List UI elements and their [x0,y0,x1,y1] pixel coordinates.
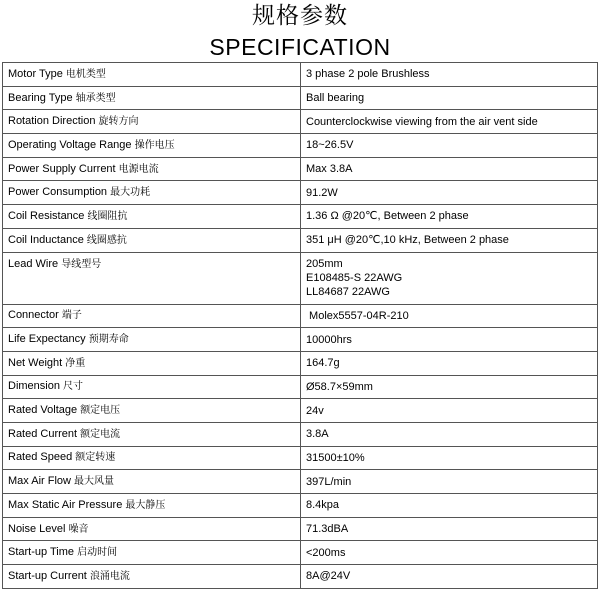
label-chinese: 线圈阻抗 [87,210,128,222]
table-row [3,134,598,158]
label-chinese: 额定转速 [75,452,116,464]
row-value: 164.7g [301,351,598,375]
row-value: 18~26.5V [301,134,598,158]
label-english: Max Air Flow [8,475,71,488]
table-row [3,328,598,352]
row-label [3,351,301,375]
label-chinese: 噪音 [68,523,89,535]
label-chinese: 导线型号 [61,258,102,270]
table-row [3,86,598,110]
label-chinese: 电源电流 [118,163,159,175]
label-chinese: 净重 [65,357,86,369]
row-label [3,110,301,134]
row-label [3,565,301,589]
row-value: 1.36 Ω @20℃, Between 2 phase [301,205,598,229]
table-row [3,399,598,423]
table-row [3,205,598,229]
row-value: 31500±10% [301,446,598,470]
row-label [3,134,301,158]
row-label [3,446,301,470]
table-row [3,375,598,399]
label-chinese: 尺寸 [63,381,84,393]
page-title-chinese: 规格参数 [252,3,348,29]
table-row [3,63,598,87]
value-line: E108485-S 22AWG [306,271,403,284]
label-english: Dimension [8,380,60,393]
label-english: Bearing Type [8,91,73,104]
label-english: Operating Voltage Range [8,138,132,151]
label-chinese: 启动时间 [77,547,118,559]
label-english: Rated Speed [8,451,73,464]
label-chinese: 轴承类型 [75,92,116,104]
table-row [3,351,598,375]
row-value: 397L/min [301,470,598,494]
row-value: 8A@24V [301,565,598,589]
row-label [3,541,301,565]
label-chinese: 最大静压 [125,499,166,511]
label-chinese: 预期寿命 [88,334,129,346]
row-value: Max 3.8A [301,157,598,181]
label-english: Coil Resistance [8,209,85,222]
row-label [3,328,301,352]
row-label [3,470,301,494]
table-row [3,494,598,518]
label-english: Rated Voltage [8,404,78,417]
label-english: Power Consumption [8,186,108,199]
label-chinese: 额定电压 [80,405,121,417]
page-title-english: SPECIFICATION [209,34,391,60]
row-value: 8.4kpa [301,494,598,518]
row-value: 91.2W [301,181,598,205]
table-row [3,517,598,541]
value-line: LL84687 22AWG [306,285,390,298]
label-chinese: 最大风量 [74,476,115,488]
row-label [3,86,301,110]
row-value: 71.3dBA [301,517,598,541]
row-value: Ball bearing [301,86,598,110]
label-chinese: 端子 [61,310,82,322]
table-row [3,422,598,446]
row-value: 24v [301,399,598,423]
label-english: Start-up Time [8,546,75,559]
table-row [3,470,598,494]
row-label [3,228,301,252]
row-value: 10000hrs [301,328,598,352]
row-label [3,181,301,205]
label-english: Power Supply Current [8,162,116,175]
row-value: Molex5557-04R-210 [301,304,598,328]
label-english: Coil Inductance [8,233,84,246]
table-row [3,110,598,134]
table-row [3,181,598,205]
label-chinese: 旋转方向 [98,116,139,128]
row-label [3,494,301,518]
row-label [3,517,301,541]
row-value: <200ms [301,541,598,565]
row-value: 351 μH @20℃,10 kHz, Between 2 phase [301,228,598,252]
row-value: 3 phase 2 pole Brushless [301,63,598,87]
label-english: Connector [8,309,59,322]
label-english: Net Weight [8,356,63,369]
table-row [3,252,598,304]
table-row [3,157,598,181]
label-english: Rated Current [8,427,78,440]
row-value: Ø58.7×59mm [301,375,598,399]
value-line: 205mm [306,257,343,270]
row-value: Counterclockwise viewing from the air vent side [301,110,598,134]
label-chinese: 电机类型 [65,68,106,80]
label-english: Rotation Direction [8,115,96,128]
row-label [3,205,301,229]
row-label [3,422,301,446]
label-chinese: 浪涌电流 [89,570,130,582]
label-chinese: 线圈感抗 [86,234,127,246]
table-row [3,446,598,470]
label-english: Life Expectancy [8,333,86,346]
row-label [3,375,301,399]
label-chinese: 额定电流 [80,428,121,440]
row-label [3,304,301,328]
label-english: Noise Level [8,522,66,535]
row-label [3,157,301,181]
table-row [3,541,598,565]
label-chinese: 最大功耗 [110,187,151,199]
row-value [301,252,598,304]
label-chinese: 操作电压 [134,139,175,151]
label-english: Max Static Air Pressure [8,498,123,511]
row-label [3,63,301,87]
row-label [3,252,301,304]
label-english: Motor Type [8,67,63,80]
specification-table [2,62,598,589]
table-row [3,565,598,589]
row-label [3,399,301,423]
label-english: Start-up Current [8,569,87,582]
label-english: Lead Wire [8,257,59,270]
table-row [3,304,598,328]
table-row [3,228,598,252]
row-value: 3.8A [301,422,598,446]
